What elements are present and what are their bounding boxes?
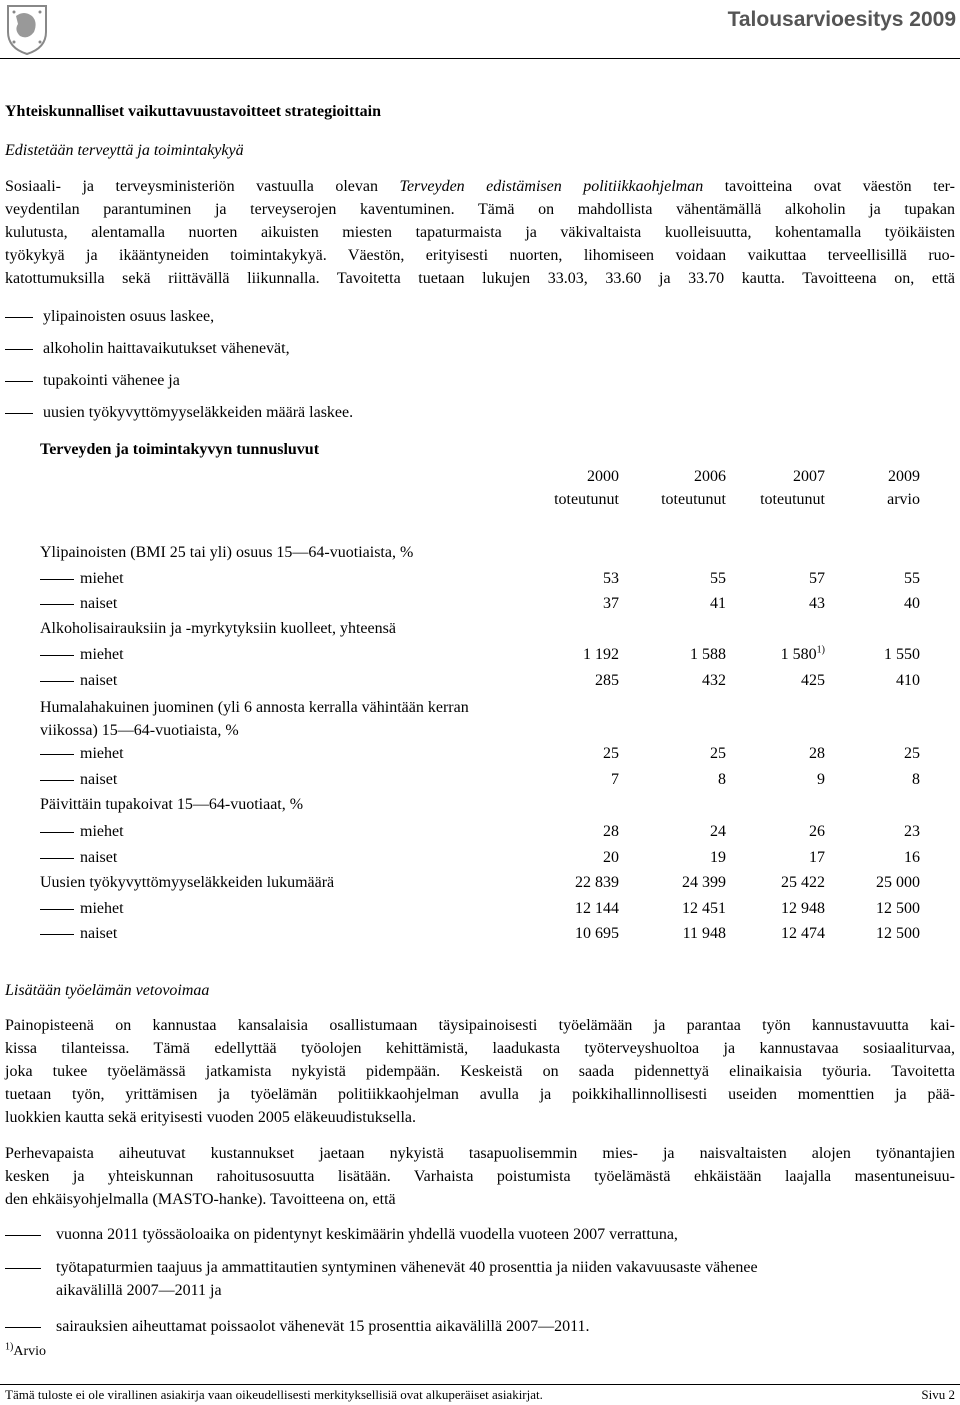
dash-icon <box>40 832 56 833</box>
table-cell: 12 474 <box>781 925 825 942</box>
col-status: toteutunut <box>661 491 726 508</box>
table-cell: 12 948 <box>781 900 825 917</box>
footer-disclaimer: Tämä tuloste ei ole virallinen asiakirja vaan oikeudellisesti merkityksellisiä ovat alkuperäiset asiakirjat. <box>5 1387 543 1402</box>
table-cell: 28 <box>603 823 619 840</box>
section1-bullet: uusien työkyvyttömyyseläkkeiden määrä laskee. <box>5 401 353 424</box>
table-cell: 9 <box>817 771 825 788</box>
table-cell: 25 <box>710 745 726 762</box>
section-title-worklife: Lisätään työelämän vetovoimaa <box>5 982 210 999</box>
table-subrow-label: miehet <box>40 820 124 843</box>
col-status: toteutunut <box>554 491 619 508</box>
table-cell: 12 144 <box>575 900 619 917</box>
document-title: Talousarvioesitys 2009 <box>727 8 956 31</box>
table-cell: 37 <box>603 595 619 612</box>
table-row-label: Alkoholisairauksiin ja -myrkytyksiin kuolleet, yhteensä <box>40 620 396 637</box>
table-cell: 12 500 <box>876 925 920 942</box>
col-year: 2006 <box>694 468 726 485</box>
section2-bullet: työtapaturmien taajuus ja ammattitautien syntyminen vähenevät 40 prosenttia ja niiden vakavuusaste vähenee <box>5 1256 955 1279</box>
col-status: toteutunut <box>760 491 825 508</box>
dash-icon <box>5 1268 41 1269</box>
section2-paragraph <box>5 1014 955 1129</box>
section2-bullet: vuonna 2011 työssäoloaika on pidentynyt keskimäärin yhdellä vuodella vuoteen 2007 verrattuna, <box>5 1223 678 1246</box>
table-cell: 57 <box>809 570 825 587</box>
table-subrow-label: miehet <box>40 742 124 765</box>
table-title: Terveyden ja toimintakyvyn tunnusluvut <box>40 441 320 458</box>
table-subrow-label: naiset <box>40 592 117 615</box>
table-cell: 41 <box>710 595 726 612</box>
paragraph-line: den ehkäisyohjelmalla (MASTO-hanke). Tavoitteena on, että <box>5 1191 396 1208</box>
table-subrow-label: miehet <box>40 897 124 920</box>
paragraph-line: tuetaan työn, yrittämisen ja työelämän politiikkaohjelman avulla ja poikkihallinnollisesti useiden momenttien ja pää- <box>5 1086 955 1103</box>
table-cell: 12 451 <box>682 900 726 917</box>
table-cell: 25 000 <box>876 874 920 891</box>
table-cell: 55 <box>904 570 920 587</box>
table-subrow-label: naiset <box>40 669 117 692</box>
table-row-label: Ylipainoisten (BMI 25 tai yli) osuus 15—64-vuotiaista, % <box>40 544 414 561</box>
table-cell: 16 <box>904 849 920 866</box>
dash-icon <box>40 754 56 755</box>
table-cell: 425 <box>801 672 825 689</box>
table-cell: 17 <box>809 849 825 866</box>
section1-paragraph <box>5 175 955 290</box>
paragraph-line: joka tukee työelämässä jatkamista nykyistä pidempään. Keskeistä on saada pidennettyä elinaikaisia työuria. Tavoitetta <box>5 1063 955 1080</box>
table-cell: 1 192 <box>583 646 619 663</box>
table-cell: 1 588 <box>690 646 726 663</box>
col-year: 2007 <box>793 468 825 485</box>
table-row-label: Humalahakuinen juominen (yli 6 annosta kerralla vähintään kerran viikossa) 15—64-vuotiaista, % <box>40 699 469 739</box>
table-cell: 432 <box>702 672 726 689</box>
header-divider <box>0 58 960 59</box>
paragraph-line: työkykyä ja ikääntyneiden toimintakykyä. Väestön, erityisesti nuorten, lihomiseen voidaan vaikuttaa terveellisillä ruo- <box>5 247 955 264</box>
table-cell: 55 <box>710 570 726 587</box>
table-cell: 53 <box>603 570 619 587</box>
section1-bullet: tupakointi vähenee ja <box>5 369 180 392</box>
table-cell: 8 <box>718 771 726 788</box>
dash-icon <box>40 579 56 580</box>
table-cell: 1 580$^{1)}$ <box>780 644 825 663</box>
table-cell: 20 <box>603 849 619 866</box>
table-subrow-label: miehet <box>40 567 124 590</box>
col-year: 2000 <box>587 468 619 485</box>
table-row-label: Päivittäin tupakoivat 15—64-vuotiaat, % <box>40 796 304 813</box>
paragraph-line: kissa tilanteissa. Tämä edellyttää työolojen kehittämistä, laadukasta työterveyshuoltoa ja kannustavaa sosiaaliturvaa, <box>5 1040 955 1057</box>
dash-icon <box>5 381 33 382</box>
dash-icon <box>40 780 56 781</box>
table-cell: 24 <box>710 823 726 840</box>
paragraph-line: luokkien kautta sekä erityisesti vuoden 2005 eläkeuudistuksella. <box>5 1109 417 1126</box>
page-number: Sivu 2 <box>921 1387 955 1402</box>
dash-icon <box>40 909 56 910</box>
table-cell: 26 <box>809 823 825 840</box>
table-cell: 25 422 <box>781 874 825 891</box>
table-cell: 410 <box>896 672 920 689</box>
table-cell: 24 399 <box>682 874 726 891</box>
table-subrow-label: miehet <box>40 643 124 666</box>
section1-bullet: alkoholin haittavaikutukset vähenevät, <box>5 337 290 360</box>
table-cell: 7 <box>611 771 619 788</box>
table-cell: 8 <box>912 771 920 788</box>
footnote: $^{1)}$Arvio <box>5 1341 47 1359</box>
table-cell: 22 839 <box>575 874 619 891</box>
table-cell: 10 695 <box>575 925 619 942</box>
table-cell: 19 <box>710 849 726 866</box>
paragraph-line: katottumuksilla sekä riittävällä liikunnalla. Tavoitetta tuetaan lukujen 33.03, 33.60 ja 33.70 kautta. Tavoitteena on, että <box>5 270 955 287</box>
dash-icon <box>40 681 56 682</box>
table-subrow-label: naiset <box>40 846 117 869</box>
section2-bullet: sairauksien aiheuttamat poissaolot vähenevät 15 prosenttia aikavälillä 2007—2011. <box>5 1315 589 1338</box>
footer-divider <box>0 1384 960 1385</box>
paragraph-line: Painopisteenä on kannustaa kansalaisia osallistumaan täysipainoisesti työelämään ja parantaa työn kannustavuutta kai- <box>5 1017 955 1034</box>
table-cell: 1 550 <box>884 646 920 663</box>
section3-paragraph <box>5 1142 955 1211</box>
table-cell: 40 <box>904 595 920 612</box>
section2-bullet-cont: aikavälillä 2007—2011 ja <box>56 1282 222 1299</box>
table-cell: 25 <box>603 745 619 762</box>
dash-icon <box>40 655 56 656</box>
table-cell: 28 <box>809 745 825 762</box>
section1-bullet: ylipainoisten osuus laskee, <box>5 305 214 328</box>
dash-icon <box>5 349 33 350</box>
section-title-health: Edistetään terveyttä ja toimintakykyä <box>5 142 244 159</box>
footnote-marker: 1) <box>816 644 825 656</box>
table-cell: 23 <box>904 823 920 840</box>
table-cell: 43 <box>809 595 825 612</box>
paragraph-line: Sosiaali- ja terveysministeriön vastuulla olevan Terveyden edistämisen politiikkaohjelman tavoitteina ovat väestön ter- <box>5 178 956 195</box>
col-year: 2009 <box>888 468 920 485</box>
table-subrow-label: naiset <box>40 922 117 945</box>
table-cell: 12 500 <box>876 900 920 917</box>
paragraph-line: kesken ja yhteiskunnan rahoitusosuutta lisätään. Varhaista poistumista työelämästä ehkäistään laajalla masentuneisuu- <box>5 1168 955 1185</box>
dash-icon <box>40 934 56 935</box>
table-cell: 25 <box>904 745 920 762</box>
dash-icon <box>5 317 33 318</box>
dash-icon <box>5 413 33 414</box>
dash-icon <box>40 858 56 859</box>
table-cell: 285 <box>595 672 619 689</box>
paragraph-line: Perhevapaista aiheutuvat kustannukset jaetaan nykyistä tasapuolisemmin mies- ja naisvaltaisten alojen työnantajien <box>5 1145 955 1162</box>
paragraph-line: kulutusta, alentamalla nuorten aikuisten miesten tapaturmaista ja väkivaltaista kuolleisuutta, kohentamalla työikäisten <box>5 224 955 241</box>
coat-of-arms-logo <box>4 2 50 56</box>
paragraph-line: veydentilan parantuminen ja terveyserojen kaventuminen. Tämä on mahdollista vähentämällä alkoholin ja tupakan <box>5 201 955 218</box>
col-status: arvio <box>887 491 920 508</box>
table-subrow-label: naiset <box>40 768 117 791</box>
dash-icon <box>5 1235 41 1236</box>
dash-icon <box>5 1327 41 1328</box>
page-heading: Yhteiskunnalliset vaikuttavuustavoitteet strategioittain <box>5 103 381 120</box>
table-cell: 11 948 <box>682 925 726 942</box>
table-row-label: Uusien työkyvyttömyyseläkkeiden lukumäärä <box>40 874 335 891</box>
dash-icon <box>40 604 56 605</box>
